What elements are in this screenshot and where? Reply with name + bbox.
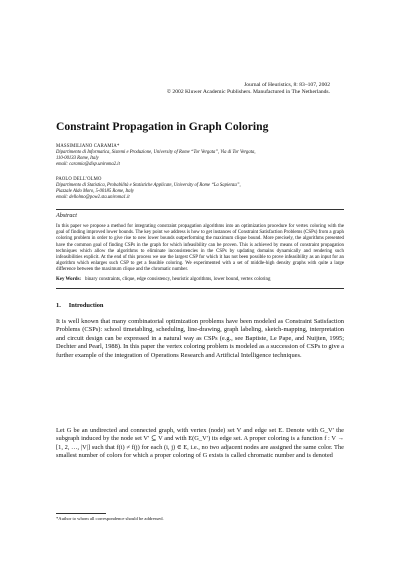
abstract-heading: Abstract — [56, 212, 77, 219]
copyright-line: © 2002 Kluwer Academic Publishers. Manufactured in The Netherlands. — [166, 89, 330, 96]
author-affiliation-address: 110-00133 Rome, Italy — [56, 156, 99, 162]
intro-paragraph-2: Let G be an undirected and connected graph, with vertex (node) set V and edge set E. Denote with G_V′ the subgraph induced by the node set V′ ⊆ V and with E(G_V′) its edge set. A proper coloring is a function f : V → [1, 2, …, |V|] such that f(i) ≠ f(j) for each (i, j) ∈ E, i.e., no two adjacent nodes are assigned the same color. The smallest number of colors for which a proper coloring of G exists is called chromatic number and is denoted — [56, 427, 344, 460]
footnote: *Author to whom all correspondence should be addressed. — [56, 516, 164, 521]
journal-citation: Journal of Heuristics, 8: 83–107, 2002 — [244, 82, 330, 88]
paper-title: Constraint Propagation in Graph Coloring — [56, 120, 269, 133]
intro-paragraph-1: It is well known that many combinatorial optimization problems have been modeled as Constraint Satisfaction Problems (CSPs): school timetabling, scheduling, line-drawing, graph labeling, sketch-mapping, interpretation and circuit design can be expressed in a natural way as CSPs (e.g., see Baptiste, Le Pape, and Nuijten, 1995; Dechter and Pearl, 1988). In this paper the vertex coloring problem is modeled as a succession of CSPs to give a further example of the integration of Operations Research and Artificial Intelligence techniques. — [56, 318, 344, 359]
author-affiliation: Dipartimento di Informatica, Sistemi e Produzione, University of Rome “Tor Vergata”, Via di Tor Vergata, — [56, 150, 256, 156]
footnote-rule — [56, 513, 106, 514]
section-heading — [56, 302, 103, 309]
author-email: email: dellolmo@pow2.sta.uniroma1.it — [56, 195, 130, 201]
abstract-bottom-rule — [56, 288, 344, 289]
author-affiliation-address: Piazzale Aldo Moro, 5-00185 Rome, Italy — [56, 189, 134, 195]
author-email: email: caramia@disp.uniroma2.it — [56, 162, 120, 168]
section-number: 1. — [56, 302, 61, 309]
keywords-label: Key Words: — [56, 277, 82, 282]
author-affiliation: Dipartimento di Statistica, Probabilità e Statistiche Applicate, University of Rome “La Sapienza”, — [56, 183, 241, 189]
author-name: PAOLO DELL’OLMO — [56, 177, 102, 182]
author-block-1 — [56, 144, 356, 168]
keywords — [56, 277, 344, 283]
section-title: Introduction — [68, 302, 104, 309]
abstract-top-rule — [56, 209, 344, 210]
author-name: MASSIMILIANO CARAMIA* — [56, 144, 120, 149]
journal-header — [110, 82, 330, 97]
keywords-text: binary constraints, clique, edge consistency, heuristic algorithms, lower bound, vertex coloring — [85, 277, 271, 282]
author-block-2 — [56, 177, 356, 201]
abstract-text: In this paper we propose a method for integrating constraint propagation algorithms into an optimization procedure for vertex coloring with the goal of finding improved lower bounds. The key point we address is how to get instances of Constraint Satisfaction Problems (CSPs) from a graph coloring problem in order to give rise to new lower bounds outperforming the maximum clique bound. More precisely, the algorithms presented have the common goal of finding CSPs in the graph for which infeasibility can be proven. This is achieved by means of constraint propagation techniques which allow the algorithms to eliminate inconsistencies in the CSPs by updating domains dynamically and rendering such infeasibilities explicit. At the end of this process we use the largest CSP for which it has not been possible to prove infeasibility as an input for an algorithm which enlarges such CSP to get a feasible coloring. We experimented with a set of middle-high density graphs with quite a large difference between the maximum clique and the chromatic number. — [56, 224, 344, 273]
